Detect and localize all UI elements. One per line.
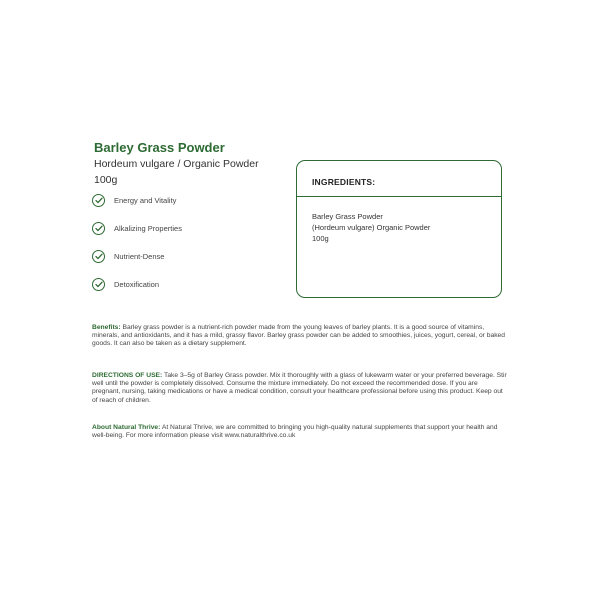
- benefit-label: Nutrient-Dense: [114, 251, 165, 261]
- benefits-text: Barley grass powder is a nutrient-rich powder made from the young leaves of barley plants. It is a good source of vitamins, minerals, and antioxidants, and it has a mild, grassy flavor. Barley grass powder can be added to smoothies, juices, yogurt, cereal, or baked goods. It can also be taken as a dietary supplement.: [92, 324, 505, 348]
- benefit-item: [92, 249, 182, 263]
- about-paragraph: [92, 424, 507, 440]
- check-circle-icon: [92, 194, 105, 207]
- product-subtitle: Hordeum vulgare / Organic Powder: [94, 158, 259, 170]
- product-title: Barley Grass Powder: [94, 140, 225, 155]
- check-circle-icon: [92, 250, 105, 263]
- benefit-item: [92, 277, 182, 291]
- ingredients-text: [312, 211, 492, 244]
- ingredients-line: (Hordeum vulgare) Organic Powder: [312, 223, 431, 232]
- check-circle-icon: [92, 278, 105, 291]
- product-weight: 100g: [94, 174, 118, 186]
- ingredients-box: [296, 160, 502, 298]
- directions-text: Take 3–5g of Barley Grass powder. Mix it thoroughly with a glass of lukewarm water or your preferred beverage. Stir well until the powder is completely dissolved. Consume the mixture immediately. Do not exceed the recommended dose. If you are pregnant, nursing, taking medications or have a medical condition, consult your healthcare professional before using this product. Keep out of reach of children.: [92, 372, 507, 404]
- benefit-label: Detoxification: [114, 279, 160, 289]
- about-text: At Natural Thrive, we are committed to bringing you high-quality natural supplements that support your health and well-being. For more information please visit www.naturalthrive.co.uk: [92, 424, 498, 440]
- directions-paragraph: [92, 372, 507, 405]
- directions-label: DIRECTIONS OF USE:: [92, 372, 163, 379]
- ingredients-divider: [297, 196, 501, 197]
- about-label: About Natural Thrive:: [92, 424, 161, 431]
- benefits-label: Benefits:: [92, 324, 121, 331]
- benefits-paragraph: [92, 324, 507, 349]
- benefit-item: [92, 221, 182, 235]
- benefit-label: Alkalizing Properties: [114, 223, 182, 233]
- benefit-label: Energy and Vitality: [114, 195, 177, 205]
- check-circle-icon: [92, 222, 105, 235]
- benefit-item: [92, 193, 182, 207]
- ingredients-line: 100g: [312, 234, 329, 243]
- ingredients-line: Barley Grass Powder: [312, 212, 383, 221]
- ingredients-heading: INGREDIENTS:: [312, 177, 376, 187]
- benefits-list: [92, 193, 182, 305]
